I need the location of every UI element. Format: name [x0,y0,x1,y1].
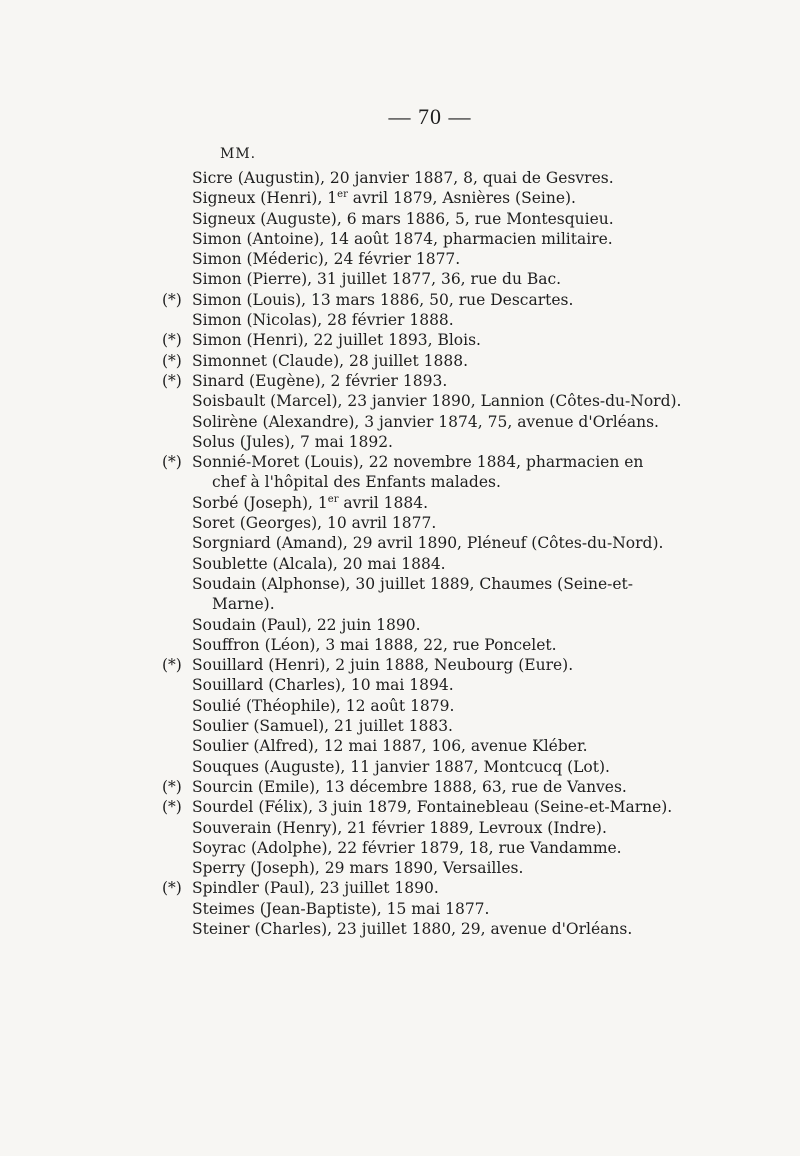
entry-text: Soudain (Paul), 22 juin 1890. [192,615,421,634]
asterisk-marker: (*) [162,798,182,817]
entry-text: Souffron (Léon), 3 mai 1888, 22, rue Poncelet. [192,635,557,654]
list-item [162,838,722,858]
list-item [162,655,722,675]
asterisk-marker: (*) [162,331,182,350]
list-item [162,615,722,635]
entry-text: Simonnet (Claude), 28 juillet 1888. [192,351,468,370]
list-item [162,432,722,452]
list-item [162,513,722,533]
asterisk-marker: (*) [162,371,182,390]
entry-text: Soisbault (Marcel), 23 janvier 1890, Lannion (Côtes-du-Nord). [192,392,682,411]
list-item [162,330,722,350]
list-item [162,229,722,249]
list-heading: MM. [220,146,257,162]
list-item [162,858,722,878]
entry-text: Simon (Pierre), 31 juillet 1877, 36, rue du Bac. [192,270,562,289]
list-item [162,493,722,513]
entry-text: Spindler (Paul), 23 juillet 1890. [192,879,439,898]
list-item [162,269,722,289]
list-item [162,209,722,229]
entry-continuation: chef à l'hôpital des Enfants malades. [212,473,501,492]
list-item [162,736,722,756]
list-item [162,635,722,655]
entry-text: Soublette (Alcala), 20 mai 1884. [192,554,446,573]
list-item [162,554,722,574]
entry-text: Sourcin (Emile), 13 décembre 1888, 63, rue de Vanves. [192,777,627,796]
entry-text: Soulier (Samuel), 21 juillet 1883. [192,717,453,736]
list-item [162,878,722,898]
entry-text: Sicre (Augustin), 20 janvier 1887, 8, quai de Gesvres. [192,169,614,187]
entry-text: Sperry (Joseph), 29 mars 1890, Versailles. [192,859,524,878]
entry-text: Soulié (Théophile), 12 août 1879. [192,696,455,715]
list-item [162,533,722,553]
entry-text: Sinard (Eugène), 2 février 1893. [192,371,448,390]
list-item [162,249,722,269]
entry-text: Simon (Nicolas), 28 février 1888. [192,311,454,330]
list-item [162,696,722,716]
list-item [162,899,722,919]
list-item [162,391,722,411]
asterisk-marker: (*) [162,290,182,309]
asterisk-marker: (*) [162,453,182,472]
list-item [162,290,722,310]
list-item [162,412,722,432]
asterisk-marker: (*) [162,879,182,898]
entry-text: Soulier (Alfred), 12 mai 1887, 106, avenue Kléber. [192,737,588,756]
entry-text: Steiner (Charles), 23 juillet 1880, 29, avenue d'Orléans. [192,919,633,938]
entry-text: Signeux (Henri), 1er avril 1879, Asnières (Seine). [192,189,576,208]
list-item [162,188,722,208]
entry-text: Souques (Auguste), 11 janvier 1887, Montcucq (Lot). [192,757,610,776]
list-item [162,777,722,797]
asterisk-marker: (*) [162,777,182,796]
entry-text: Soudain (Alphonse), 30 juillet 1889, Chaumes (Seine-et- [192,574,633,593]
entry-text: Simon (Louis), 13 mars 1886, 50, rue Descartes. [192,290,574,309]
list-item [162,371,722,391]
list-item [162,919,722,939]
list-item [162,574,722,615]
asterisk-marker: (*) [162,351,182,370]
entry-text: Sorgniard (Amand), 29 avril 1890, Pléneuf (Côtes-du-Nord). [192,534,664,553]
entry-text: Souillard (Charles), 10 mai 1894. [192,676,454,695]
entry-text: Soret (Georges), 10 avril 1877. [192,514,437,533]
entry-text: Sorbé (Joseph), 1er avril 1884. [192,493,429,512]
entry-text: Steimes (Jean-Baptiste), 15 mai 1877. [192,899,490,918]
entry-text: Simon (Méderic), 24 février 1877. [192,250,461,269]
page-number: — 70 — [388,104,472,129]
entry-text: Souverain (Henry), 21 février 1889, Levroux (Indre). [192,818,607,837]
entry-text: Solirène (Alexandre), 3 janvier 1874, 75, avenue d'Orléans. [192,412,659,431]
entry-text: Simon (Antoine), 14 août 1874, pharmacien militaire. [192,229,613,248]
list-item [162,310,722,330]
list-item [162,168,722,188]
entry-text: Soyrac (Adolphe), 22 février 1879, 18, rue Vandamme. [192,838,622,857]
entry-continuation: Marne). [212,595,275,614]
list-item [162,351,722,371]
entry-text: Sonnié-Moret (Louis), 22 novembre 1884, pharmacien en [192,453,644,472]
list-item [162,452,722,493]
list-item [162,797,722,817]
asterisk-marker: (*) [162,656,182,675]
entry-text: Sourdel (Félix), 3 juin 1879, Fontainebleau (Seine-et-Marne). [192,798,673,817]
list-item [162,818,722,838]
entry-text: Signeux (Auguste), 6 mars 1886, 5, rue Montesquieu. [192,209,614,228]
list-item [162,757,722,777]
list-item [162,716,722,736]
list-item [162,675,722,695]
entry-text: Solus (Jules), 7 mai 1892. [192,432,393,451]
entry-text: Souillard (Henri), 2 juin 1888, Neubourg (Eure). [192,656,574,675]
entry-list [162,168,722,939]
entry-text: Simon (Henri), 22 juillet 1893, Blois. [192,331,481,350]
